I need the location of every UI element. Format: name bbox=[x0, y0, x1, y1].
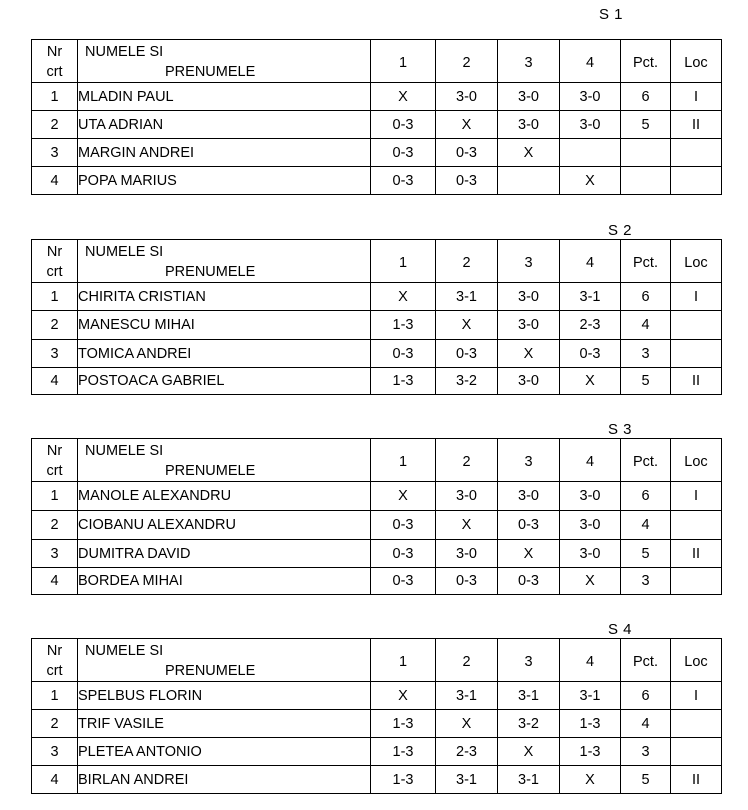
result-vs-1: X bbox=[371, 283, 436, 311]
place bbox=[671, 710, 722, 738]
player-name: CIOBANU ALEXANDRU bbox=[78, 511, 371, 540]
table-row bbox=[32, 766, 722, 794]
header-col-3: 3 bbox=[498, 639, 560, 682]
points: 6 bbox=[621, 682, 671, 710]
points: 4 bbox=[621, 511, 671, 540]
results-table-group-1 bbox=[31, 39, 722, 195]
result-vs-3: 0-3 bbox=[498, 568, 560, 595]
result-vs-1: 1-3 bbox=[371, 710, 436, 738]
result-vs-2: 3-1 bbox=[436, 682, 498, 710]
result-vs-2: 0-3 bbox=[436, 167, 498, 195]
header-crt: crt bbox=[46, 64, 63, 80]
table-row bbox=[32, 111, 722, 139]
row-nr: 4 bbox=[32, 368, 78, 395]
points: 6 bbox=[621, 283, 671, 311]
header-numele-si: NUMELE SI bbox=[85, 44, 164, 60]
result-vs-4 bbox=[560, 139, 621, 167]
group-label: S 2 bbox=[608, 222, 633, 239]
header-nr: Nr bbox=[46, 244, 63, 260]
result-vs-2: X bbox=[436, 111, 498, 139]
table-row bbox=[32, 167, 722, 195]
row-nr: 3 bbox=[32, 738, 78, 766]
result-vs-2: 3-2 bbox=[436, 368, 498, 395]
points bbox=[621, 139, 671, 167]
result-vs-4: 3-0 bbox=[560, 540, 621, 568]
header-col-4: 4 bbox=[560, 639, 621, 682]
row-nr: 1 bbox=[32, 482, 78, 511]
header-pct: Pct. bbox=[621, 439, 671, 482]
result-vs-1: 0-3 bbox=[371, 568, 436, 595]
header-row bbox=[32, 240, 722, 283]
header-prenumele: PRENUMELE bbox=[165, 463, 256, 479]
header-row bbox=[32, 439, 722, 482]
result-vs-3: 3-0 bbox=[498, 111, 560, 139]
header-row bbox=[32, 639, 722, 682]
results-table-group-4 bbox=[31, 638, 722, 794]
player-name: SPELBUS FLORIN bbox=[78, 682, 371, 710]
row-nr: 1 bbox=[32, 682, 78, 710]
result-vs-1: X bbox=[371, 83, 436, 111]
result-vs-4: 3-0 bbox=[560, 83, 621, 111]
result-vs-1: 0-3 bbox=[371, 139, 436, 167]
result-vs-2: 3-1 bbox=[436, 766, 498, 794]
results-table-group-3 bbox=[31, 438, 722, 595]
row-nr: 3 bbox=[32, 540, 78, 568]
row-nr: 2 bbox=[32, 111, 78, 139]
player-name: BORDEA MIHAI bbox=[78, 568, 371, 595]
header-name bbox=[78, 40, 371, 83]
result-vs-4: 3-1 bbox=[560, 283, 621, 311]
result-vs-3: 3-0 bbox=[498, 368, 560, 395]
header-col-4: 4 bbox=[560, 240, 621, 283]
result-vs-2: 3-0 bbox=[436, 540, 498, 568]
player-name: PLETEA ANTONIO bbox=[78, 738, 371, 766]
result-vs-2: 0-3 bbox=[436, 568, 498, 595]
result-vs-1: 1-3 bbox=[371, 368, 436, 395]
result-vs-1: 1-3 bbox=[371, 311, 436, 340]
header-col-2: 2 bbox=[436, 639, 498, 682]
header-prenumele: PRENUMELE bbox=[165, 264, 256, 280]
header-nr: Nr bbox=[46, 643, 63, 659]
header-col-2: 2 bbox=[436, 240, 498, 283]
result-vs-4: 3-0 bbox=[560, 482, 621, 511]
header-nr-crt bbox=[32, 40, 78, 83]
result-vs-4: X bbox=[560, 766, 621, 794]
player-name: MARGIN ANDREI bbox=[78, 139, 371, 167]
points: 5 bbox=[621, 766, 671, 794]
result-vs-4: 0-3 bbox=[560, 340, 621, 368]
header-col-1: 1 bbox=[371, 439, 436, 482]
header-nr: Nr bbox=[46, 443, 63, 459]
result-vs-1: 0-3 bbox=[371, 340, 436, 368]
result-vs-4: 1-3 bbox=[560, 738, 621, 766]
player-name: TOMICA ANDREI bbox=[78, 340, 371, 368]
header-col-1: 1 bbox=[371, 40, 436, 83]
header-prenumele: PRENUMELE bbox=[165, 663, 256, 679]
header-col-3: 3 bbox=[498, 439, 560, 482]
player-name: DUMITRA DAVID bbox=[78, 540, 371, 568]
place: I bbox=[671, 482, 722, 511]
header-name bbox=[78, 639, 371, 682]
player-name: UTA ADRIAN bbox=[78, 111, 371, 139]
header-col-3: 3 bbox=[498, 240, 560, 283]
result-vs-2: 0-3 bbox=[436, 340, 498, 368]
result-vs-3: X bbox=[498, 340, 560, 368]
points: 6 bbox=[621, 482, 671, 511]
header-crt: crt bbox=[46, 463, 63, 479]
result-vs-1: 0-3 bbox=[371, 511, 436, 540]
place: I bbox=[671, 83, 722, 111]
points: 4 bbox=[621, 710, 671, 738]
player-name: TRIF VASILE bbox=[78, 710, 371, 738]
header-name bbox=[78, 439, 371, 482]
table-row bbox=[32, 738, 722, 766]
points: 5 bbox=[621, 368, 671, 395]
place bbox=[671, 167, 722, 195]
result-vs-4: X bbox=[560, 368, 621, 395]
result-vs-3: 3-0 bbox=[498, 311, 560, 340]
header-loc: Loc bbox=[671, 639, 722, 682]
place: II bbox=[671, 766, 722, 794]
table-row bbox=[32, 340, 722, 368]
player-name: CHIRITA CRISTIAN bbox=[78, 283, 371, 311]
result-vs-2: 2-3 bbox=[436, 738, 498, 766]
player-name: POPA MARIUS bbox=[78, 167, 371, 195]
result-vs-4: 2-3 bbox=[560, 311, 621, 340]
row-nr: 3 bbox=[32, 139, 78, 167]
table-row bbox=[32, 283, 722, 311]
result-vs-3: 3-0 bbox=[498, 482, 560, 511]
result-vs-2: 3-0 bbox=[436, 482, 498, 511]
result-vs-3: 3-1 bbox=[498, 766, 560, 794]
result-vs-2: X bbox=[436, 710, 498, 738]
player-name: MLADIN PAUL bbox=[78, 83, 371, 111]
header-col-4: 4 bbox=[560, 40, 621, 83]
place: II bbox=[671, 368, 722, 395]
result-vs-1: 0-3 bbox=[371, 167, 436, 195]
table-row bbox=[32, 368, 722, 395]
result-vs-1: X bbox=[371, 482, 436, 511]
header-numele-si: NUMELE SI bbox=[85, 244, 164, 260]
result-vs-4: 3-0 bbox=[560, 511, 621, 540]
row-nr: 2 bbox=[32, 710, 78, 738]
result-vs-2: X bbox=[436, 311, 498, 340]
points: 3 bbox=[621, 568, 671, 595]
result-vs-2: 3-1 bbox=[436, 283, 498, 311]
group-label: S 3 bbox=[608, 421, 633, 438]
table-row bbox=[32, 568, 722, 595]
table-row bbox=[32, 511, 722, 540]
place: I bbox=[671, 283, 722, 311]
row-nr: 2 bbox=[32, 311, 78, 340]
table-row bbox=[32, 311, 722, 340]
player-name: BIRLAN ANDREI bbox=[78, 766, 371, 794]
header-nr-crt bbox=[32, 240, 78, 283]
header-prenumele: PRENUMELE bbox=[165, 64, 256, 80]
header-crt: crt bbox=[46, 663, 63, 679]
place bbox=[671, 738, 722, 766]
result-vs-1: 1-3 bbox=[371, 738, 436, 766]
points: 5 bbox=[621, 540, 671, 568]
results-table-group-2 bbox=[31, 239, 722, 395]
header-numele-si: NUMELE SI bbox=[85, 643, 164, 659]
place: I bbox=[671, 682, 722, 710]
table-row bbox=[32, 83, 722, 111]
header-pct: Pct. bbox=[621, 40, 671, 83]
header-col-2: 2 bbox=[436, 439, 498, 482]
result-vs-3: 3-1 bbox=[498, 682, 560, 710]
result-vs-3: X bbox=[498, 738, 560, 766]
result-vs-1: 0-3 bbox=[371, 111, 436, 139]
header-numele-si: NUMELE SI bbox=[85, 443, 164, 459]
place bbox=[671, 340, 722, 368]
result-vs-1: 1-3 bbox=[371, 766, 436, 794]
result-vs-1: X bbox=[371, 682, 436, 710]
place bbox=[671, 568, 722, 595]
result-vs-2: 0-3 bbox=[436, 139, 498, 167]
header-nr: Nr bbox=[46, 44, 63, 60]
result-vs-2: 3-0 bbox=[436, 83, 498, 111]
result-vs-4: X bbox=[560, 568, 621, 595]
points: 4 bbox=[621, 311, 671, 340]
header-pct: Pct. bbox=[621, 639, 671, 682]
group-label: S 1 bbox=[599, 6, 624, 23]
points: 5 bbox=[621, 111, 671, 139]
result-vs-3: 3-2 bbox=[498, 710, 560, 738]
header-col-3: 3 bbox=[498, 40, 560, 83]
points: 6 bbox=[621, 83, 671, 111]
result-vs-1: 0-3 bbox=[371, 540, 436, 568]
row-nr: 4 bbox=[32, 568, 78, 595]
header-nr-crt bbox=[32, 439, 78, 482]
row-nr: 4 bbox=[32, 167, 78, 195]
row-nr: 4 bbox=[32, 766, 78, 794]
table-row bbox=[32, 482, 722, 511]
row-nr: 2 bbox=[32, 511, 78, 540]
player-name: POSTOACA GABRIEL bbox=[78, 368, 371, 395]
table-row bbox=[32, 540, 722, 568]
result-vs-3 bbox=[498, 167, 560, 195]
header-col-4: 4 bbox=[560, 439, 621, 482]
place bbox=[671, 139, 722, 167]
result-vs-4: 3-0 bbox=[560, 111, 621, 139]
header-nr-crt bbox=[32, 639, 78, 682]
player-name: MANOLE ALEXANDRU bbox=[78, 482, 371, 511]
place bbox=[671, 511, 722, 540]
table-row bbox=[32, 710, 722, 738]
row-nr: 3 bbox=[32, 340, 78, 368]
result-vs-4: 1-3 bbox=[560, 710, 621, 738]
result-vs-3: 3-0 bbox=[498, 283, 560, 311]
header-loc: Loc bbox=[671, 240, 722, 283]
result-vs-3: 3-0 bbox=[498, 83, 560, 111]
result-vs-4: 3-1 bbox=[560, 682, 621, 710]
result-vs-3: X bbox=[498, 139, 560, 167]
header-pct: Pct. bbox=[621, 240, 671, 283]
place: II bbox=[671, 111, 722, 139]
player-name: MANESCU MIHAI bbox=[78, 311, 371, 340]
header-loc: Loc bbox=[671, 40, 722, 83]
points bbox=[621, 167, 671, 195]
row-nr: 1 bbox=[32, 283, 78, 311]
result-vs-4: X bbox=[560, 167, 621, 195]
header-col-1: 1 bbox=[371, 240, 436, 283]
header-row bbox=[32, 40, 722, 83]
table-row bbox=[32, 139, 722, 167]
header-col-1: 1 bbox=[371, 639, 436, 682]
table-row bbox=[32, 682, 722, 710]
points: 3 bbox=[621, 340, 671, 368]
row-nr: 1 bbox=[32, 83, 78, 111]
group-label: S 4 bbox=[608, 621, 633, 638]
result-vs-2: X bbox=[436, 511, 498, 540]
header-loc: Loc bbox=[671, 439, 722, 482]
result-vs-3: 0-3 bbox=[498, 511, 560, 540]
header-name bbox=[78, 240, 371, 283]
place bbox=[671, 311, 722, 340]
header-col-2: 2 bbox=[436, 40, 498, 83]
place: II bbox=[671, 540, 722, 568]
result-vs-3: X bbox=[498, 540, 560, 568]
header-crt: crt bbox=[46, 264, 63, 280]
points: 3 bbox=[621, 738, 671, 766]
